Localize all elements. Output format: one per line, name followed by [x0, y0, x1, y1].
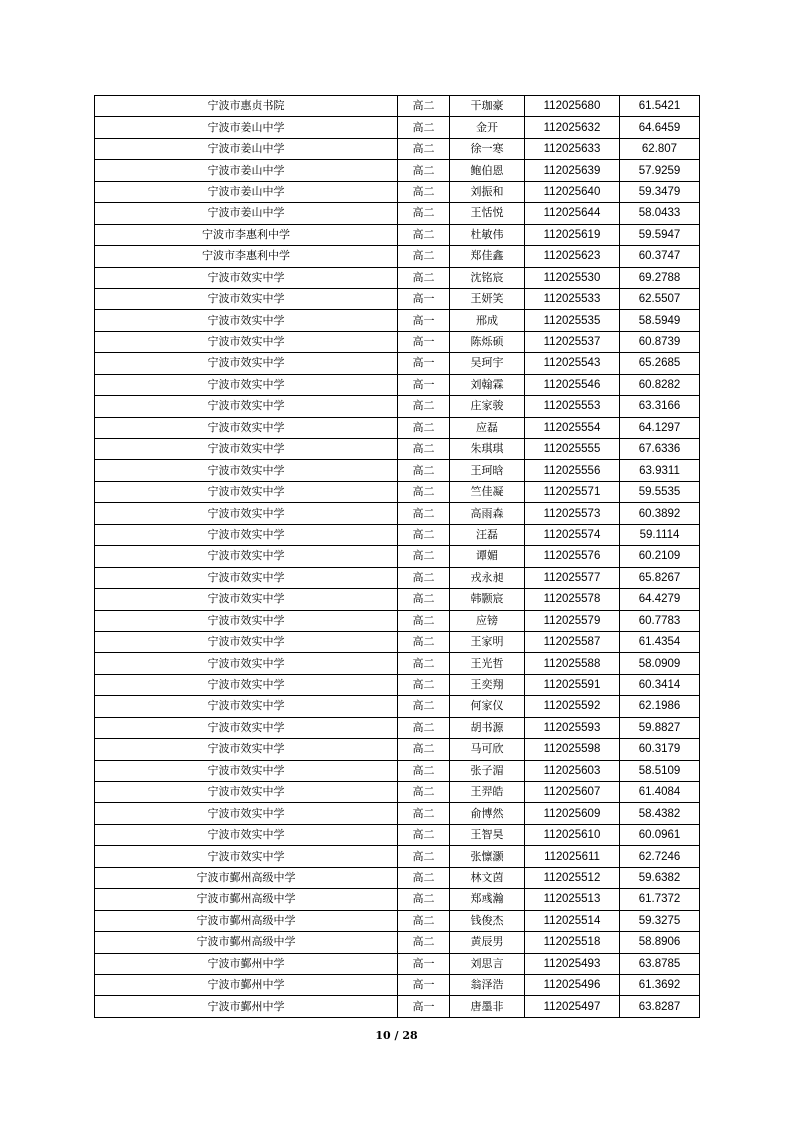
score-cell: 60.3414 — [620, 674, 700, 695]
score-cell: 69.2788 — [620, 267, 700, 288]
grade-cell: 高二 — [398, 910, 450, 931]
score-cell: 57.9259 — [620, 160, 700, 181]
score-cell: 59.3479 — [620, 181, 700, 202]
grade-cell: 高一 — [398, 953, 450, 974]
table-row — [95, 824, 700, 845]
student-id-cell: 112025574 — [525, 524, 620, 545]
student-name-cell: 俞博然 — [450, 803, 525, 824]
score-cell: 59.5535 — [620, 481, 700, 502]
school-cell: 宁波市效实中学 — [95, 481, 398, 502]
school-cell: 宁波市鄞州中学 — [95, 974, 398, 995]
student-id-cell: 112025587 — [525, 631, 620, 652]
student-name-cell: 马可欣 — [450, 739, 525, 760]
student-name-cell: 吴珂宇 — [450, 353, 525, 374]
school-cell: 宁波市效实中学 — [95, 503, 398, 524]
grade-cell: 高二 — [398, 503, 450, 524]
score-cell: 61.7372 — [620, 889, 700, 910]
student-id-cell: 112025530 — [525, 267, 620, 288]
student-id-cell: 112025496 — [525, 974, 620, 995]
score-cell: 60.3892 — [620, 503, 700, 524]
score-cell: 64.1297 — [620, 417, 700, 438]
table-row — [95, 374, 700, 395]
student-name-cell: 陈烁硕 — [450, 331, 525, 352]
grade-cell: 高二 — [398, 396, 450, 417]
score-cell: 59.3275 — [620, 910, 700, 931]
student-id-cell: 112025598 — [525, 739, 620, 760]
grade-cell: 高一 — [398, 374, 450, 395]
table-row — [95, 288, 700, 309]
student-name-cell: 朱琪琪 — [450, 439, 525, 460]
school-cell: 宁波市姜山中学 — [95, 160, 398, 181]
grade-cell: 高一 — [398, 353, 450, 374]
student-id-cell: 112025607 — [525, 782, 620, 803]
school-cell: 宁波市姜山中学 — [95, 117, 398, 138]
score-cell: 58.5109 — [620, 760, 700, 781]
student-name-cell: 刘翰霖 — [450, 374, 525, 395]
student-id-cell: 112025623 — [525, 246, 620, 267]
student-name-cell: 庄家骏 — [450, 396, 525, 417]
student-id-cell: 112025533 — [525, 288, 620, 309]
student-id-cell: 112025554 — [525, 417, 620, 438]
school-cell: 宁波市效实中学 — [95, 846, 398, 867]
table-row — [95, 760, 700, 781]
school-cell: 宁波市效实中学 — [95, 353, 398, 374]
school-cell: 宁波市效实中学 — [95, 717, 398, 738]
grade-cell: 高一 — [398, 331, 450, 352]
student-name-cell: 鲍伯恩 — [450, 160, 525, 181]
student-name-cell: 张懔灏 — [450, 846, 525, 867]
school-cell: 宁波市效实中学 — [95, 803, 398, 824]
student-name-cell: 金开 — [450, 117, 525, 138]
table-row — [95, 867, 700, 888]
score-cell: 58.4382 — [620, 803, 700, 824]
score-cell: 63.8287 — [620, 996, 700, 1017]
school-cell: 宁波市鄞州高级中学 — [95, 910, 398, 931]
student-id-cell: 112025537 — [525, 331, 620, 352]
score-cell: 61.4354 — [620, 631, 700, 652]
score-cell: 63.9311 — [620, 460, 700, 481]
student-id-cell: 112025573 — [525, 503, 620, 524]
grade-cell: 高二 — [398, 782, 450, 803]
grade-cell: 高一 — [398, 310, 450, 331]
score-cell: 60.0961 — [620, 824, 700, 845]
grade-cell: 高二 — [398, 867, 450, 888]
results-table-body — [95, 96, 700, 1018]
table-row — [95, 524, 700, 545]
school-cell: 宁波市效实中学 — [95, 524, 398, 545]
table-row — [95, 481, 700, 502]
grade-cell: 高二 — [398, 203, 450, 224]
grade-cell: 高二 — [398, 846, 450, 867]
school-cell: 宁波市效实中学 — [95, 439, 398, 460]
grade-cell: 高二 — [398, 417, 450, 438]
student-name-cell: 郑佳鑫 — [450, 246, 525, 267]
student-id-cell: 112025576 — [525, 546, 620, 567]
student-name-cell: 刘振和 — [450, 181, 525, 202]
grade-cell: 高二 — [398, 674, 450, 695]
school-cell: 宁波市效实中学 — [95, 739, 398, 760]
table-row — [95, 610, 700, 631]
student-name-cell: 王珂晗 — [450, 460, 525, 481]
score-cell: 60.8282 — [620, 374, 700, 395]
school-cell: 宁波市李惠利中学 — [95, 224, 398, 245]
table-row — [95, 160, 700, 181]
table-row — [95, 910, 700, 931]
grade-cell: 高二 — [398, 717, 450, 738]
results-table — [94, 95, 700, 1018]
table-row — [95, 331, 700, 352]
table-row — [95, 674, 700, 695]
student-id-cell: 112025553 — [525, 396, 620, 417]
table-row — [95, 932, 700, 953]
score-cell: 59.1114 — [620, 524, 700, 545]
student-name-cell: 王智昊 — [450, 824, 525, 845]
table-row — [95, 138, 700, 159]
grade-cell: 高二 — [398, 96, 450, 117]
student-id-cell: 112025535 — [525, 310, 620, 331]
table-row — [95, 224, 700, 245]
student-id-cell: 112025577 — [525, 567, 620, 588]
score-cell: 67.6336 — [620, 439, 700, 460]
score-cell: 64.6459 — [620, 117, 700, 138]
grade-cell: 高二 — [398, 589, 450, 610]
table-row — [95, 803, 700, 824]
page-number: 10 / 28 — [375, 1029, 418, 1042]
grade-cell: 高二 — [398, 824, 450, 845]
table-row — [95, 631, 700, 652]
score-cell: 63.8785 — [620, 953, 700, 974]
grade-cell: 高二 — [398, 610, 450, 631]
school-cell: 宁波市惠贞书院 — [95, 96, 398, 117]
score-cell: 62.5507 — [620, 288, 700, 309]
school-cell: 宁波市效实中学 — [95, 267, 398, 288]
score-cell: 60.7783 — [620, 610, 700, 631]
school-cell: 宁波市效实中学 — [95, 610, 398, 631]
score-cell: 58.0433 — [620, 203, 700, 224]
score-cell: 59.5947 — [620, 224, 700, 245]
table-row — [95, 96, 700, 117]
score-cell: 59.6382 — [620, 867, 700, 888]
student-name-cell: 王奕翔 — [450, 674, 525, 695]
student-name-cell: 王妍笑 — [450, 288, 525, 309]
table-row — [95, 546, 700, 567]
student-id-cell: 112025593 — [525, 717, 620, 738]
school-cell: 宁波市效实中学 — [95, 824, 398, 845]
grade-cell: 高二 — [398, 160, 450, 181]
student-id-cell: 112025592 — [525, 696, 620, 717]
table-row — [95, 953, 700, 974]
table-row — [95, 589, 700, 610]
student-id-cell: 112025493 — [525, 953, 620, 974]
score-cell: 58.5949 — [620, 310, 700, 331]
school-cell: 宁波市效实中学 — [95, 310, 398, 331]
student-id-cell: 112025603 — [525, 760, 620, 781]
grade-cell: 高二 — [398, 181, 450, 202]
student-id-cell: 112025497 — [525, 996, 620, 1017]
school-cell: 宁波市效实中学 — [95, 396, 398, 417]
score-cell: 58.8906 — [620, 932, 700, 953]
grade-cell: 高二 — [398, 138, 450, 159]
table-row — [95, 353, 700, 374]
score-cell: 65.2685 — [620, 353, 700, 374]
score-cell: 63.3166 — [620, 396, 700, 417]
student-name-cell: 高雨森 — [450, 503, 525, 524]
grade-cell: 高二 — [398, 803, 450, 824]
score-cell: 62.807 — [620, 138, 700, 159]
table-row — [95, 460, 700, 481]
student-name-cell: 何家仪 — [450, 696, 525, 717]
student-id-cell: 112025639 — [525, 160, 620, 181]
school-cell: 宁波市效实中学 — [95, 546, 398, 567]
grade-cell: 高二 — [398, 696, 450, 717]
student-name-cell: 刘思言 — [450, 953, 525, 974]
school-cell: 宁波市效实中学 — [95, 417, 398, 438]
school-cell: 宁波市效实中学 — [95, 288, 398, 309]
grade-cell: 高二 — [398, 117, 450, 138]
grade-cell: 高二 — [398, 567, 450, 588]
school-cell: 宁波市鄞州高级中学 — [95, 867, 398, 888]
student-id-cell: 112025578 — [525, 589, 620, 610]
table-row — [95, 203, 700, 224]
student-id-cell: 112025619 — [525, 224, 620, 245]
student-name-cell: 竺佳凝 — [450, 481, 525, 502]
table-row — [95, 696, 700, 717]
school-cell: 宁波市效实中学 — [95, 331, 398, 352]
table-row — [95, 246, 700, 267]
table-row — [95, 653, 700, 674]
student-id-cell: 112025571 — [525, 481, 620, 502]
student-name-cell: 王恬悦 — [450, 203, 525, 224]
school-cell: 宁波市姜山中学 — [95, 181, 398, 202]
table-row — [95, 417, 700, 438]
student-id-cell: 112025556 — [525, 460, 620, 481]
student-id-cell: 112025611 — [525, 846, 620, 867]
student-id-cell: 112025514 — [525, 910, 620, 931]
table-row — [95, 567, 700, 588]
student-name-cell: 应磊 — [450, 417, 525, 438]
student-name-cell: 王羿皓 — [450, 782, 525, 803]
student-name-cell: 干珈豪 — [450, 96, 525, 117]
student-name-cell: 汪磊 — [450, 524, 525, 545]
table-row — [95, 396, 700, 417]
table-row — [95, 846, 700, 867]
grade-cell: 高二 — [398, 246, 450, 267]
score-cell: 59.8827 — [620, 717, 700, 738]
student-name-cell: 应镑 — [450, 610, 525, 631]
table-row — [95, 717, 700, 738]
student-name-cell: 徐一寒 — [450, 138, 525, 159]
school-cell: 宁波市鄞州中学 — [95, 996, 398, 1017]
student-name-cell: 杜敏伟 — [450, 224, 525, 245]
grade-cell: 高一 — [398, 974, 450, 995]
school-cell: 宁波市姜山中学 — [95, 138, 398, 159]
score-cell: 64.4279 — [620, 589, 700, 610]
school-cell: 宁波市效实中学 — [95, 696, 398, 717]
school-cell: 宁波市效实中学 — [95, 674, 398, 695]
student-id-cell: 112025579 — [525, 610, 620, 631]
school-cell: 宁波市效实中学 — [95, 374, 398, 395]
table-row — [95, 889, 700, 910]
score-cell: 60.3747 — [620, 246, 700, 267]
school-cell: 宁波市效实中学 — [95, 760, 398, 781]
score-cell: 60.8739 — [620, 331, 700, 352]
school-cell: 宁波市效实中学 — [95, 631, 398, 652]
student-id-cell: 112025546 — [525, 374, 620, 395]
table-row — [95, 739, 700, 760]
student-id-cell: 112025512 — [525, 867, 620, 888]
school-cell: 宁波市鄞州高级中学 — [95, 889, 398, 910]
score-cell: 62.1986 — [620, 696, 700, 717]
score-cell: 58.0909 — [620, 653, 700, 674]
table-row — [95, 181, 700, 202]
student-name-cell: 林文茵 — [450, 867, 525, 888]
student-id-cell: 112025555 — [525, 439, 620, 460]
student-name-cell: 郑彧瀚 — [450, 889, 525, 910]
table-row — [95, 439, 700, 460]
student-id-cell: 112025591 — [525, 674, 620, 695]
grade-cell: 高一 — [398, 288, 450, 309]
school-cell: 宁波市效实中学 — [95, 567, 398, 588]
student-id-cell: 112025640 — [525, 181, 620, 202]
grade-cell: 高二 — [398, 546, 450, 567]
grade-cell: 高二 — [398, 267, 450, 288]
score-cell: 61.5421 — [620, 96, 700, 117]
grade-cell: 高二 — [398, 631, 450, 652]
student-name-cell: 钱俊杰 — [450, 910, 525, 931]
grade-cell: 高二 — [398, 439, 450, 460]
grade-cell: 高二 — [398, 932, 450, 953]
grade-cell: 高二 — [398, 224, 450, 245]
student-id-cell: 112025680 — [525, 96, 620, 117]
student-id-cell: 112025518 — [525, 932, 620, 953]
grade-cell: 高一 — [398, 996, 450, 1017]
student-id-cell: 112025610 — [525, 824, 620, 845]
student-name-cell: 韩颢宸 — [450, 589, 525, 610]
school-cell: 宁波市效实中学 — [95, 782, 398, 803]
score-cell: 60.2109 — [620, 546, 700, 567]
student-name-cell: 翁泽浩 — [450, 974, 525, 995]
school-cell: 宁波市效实中学 — [95, 589, 398, 610]
score-cell: 61.3692 — [620, 974, 700, 995]
student-name-cell: 谭媚 — [450, 546, 525, 567]
school-cell: 宁波市李惠利中学 — [95, 246, 398, 267]
student-name-cell: 王光哲 — [450, 653, 525, 674]
student-id-cell: 112025633 — [525, 138, 620, 159]
student-name-cell: 张子湄 — [450, 760, 525, 781]
school-cell: 宁波市效实中学 — [95, 460, 398, 481]
table-row — [95, 267, 700, 288]
grade-cell: 高二 — [398, 653, 450, 674]
grade-cell: 高二 — [398, 889, 450, 910]
table-row — [95, 996, 700, 1017]
grade-cell: 高二 — [398, 481, 450, 502]
student-name-cell: 戎永昶 — [450, 567, 525, 588]
student-id-cell: 112025513 — [525, 889, 620, 910]
student-id-cell: 112025609 — [525, 803, 620, 824]
student-name-cell: 邢成 — [450, 310, 525, 331]
student-name-cell: 胡书源 — [450, 717, 525, 738]
score-cell: 61.4084 — [620, 782, 700, 803]
school-cell: 宁波市效实中学 — [95, 653, 398, 674]
grade-cell: 高二 — [398, 760, 450, 781]
table-row — [95, 503, 700, 524]
student-id-cell: 112025543 — [525, 353, 620, 374]
table-row — [95, 310, 700, 331]
student-name-cell: 沈铭宸 — [450, 267, 525, 288]
student-id-cell: 112025644 — [525, 203, 620, 224]
student-name-cell: 唐墨非 — [450, 996, 525, 1017]
score-cell: 62.7246 — [620, 846, 700, 867]
school-cell: 宁波市姜山中学 — [95, 203, 398, 224]
score-cell: 65.8267 — [620, 567, 700, 588]
student-id-cell: 112025632 — [525, 117, 620, 138]
score-cell: 60.3179 — [620, 739, 700, 760]
school-cell: 宁波市鄞州高级中学 — [95, 932, 398, 953]
school-cell: 宁波市鄞州中学 — [95, 953, 398, 974]
student-name-cell: 王家明 — [450, 631, 525, 652]
grade-cell: 高二 — [398, 524, 450, 545]
student-id-cell: 112025588 — [525, 653, 620, 674]
table-row — [95, 782, 700, 803]
table-row — [95, 974, 700, 995]
grade-cell: 高二 — [398, 739, 450, 760]
table-row — [95, 117, 700, 138]
student-name-cell: 黄辰男 — [450, 932, 525, 953]
grade-cell: 高二 — [398, 460, 450, 481]
